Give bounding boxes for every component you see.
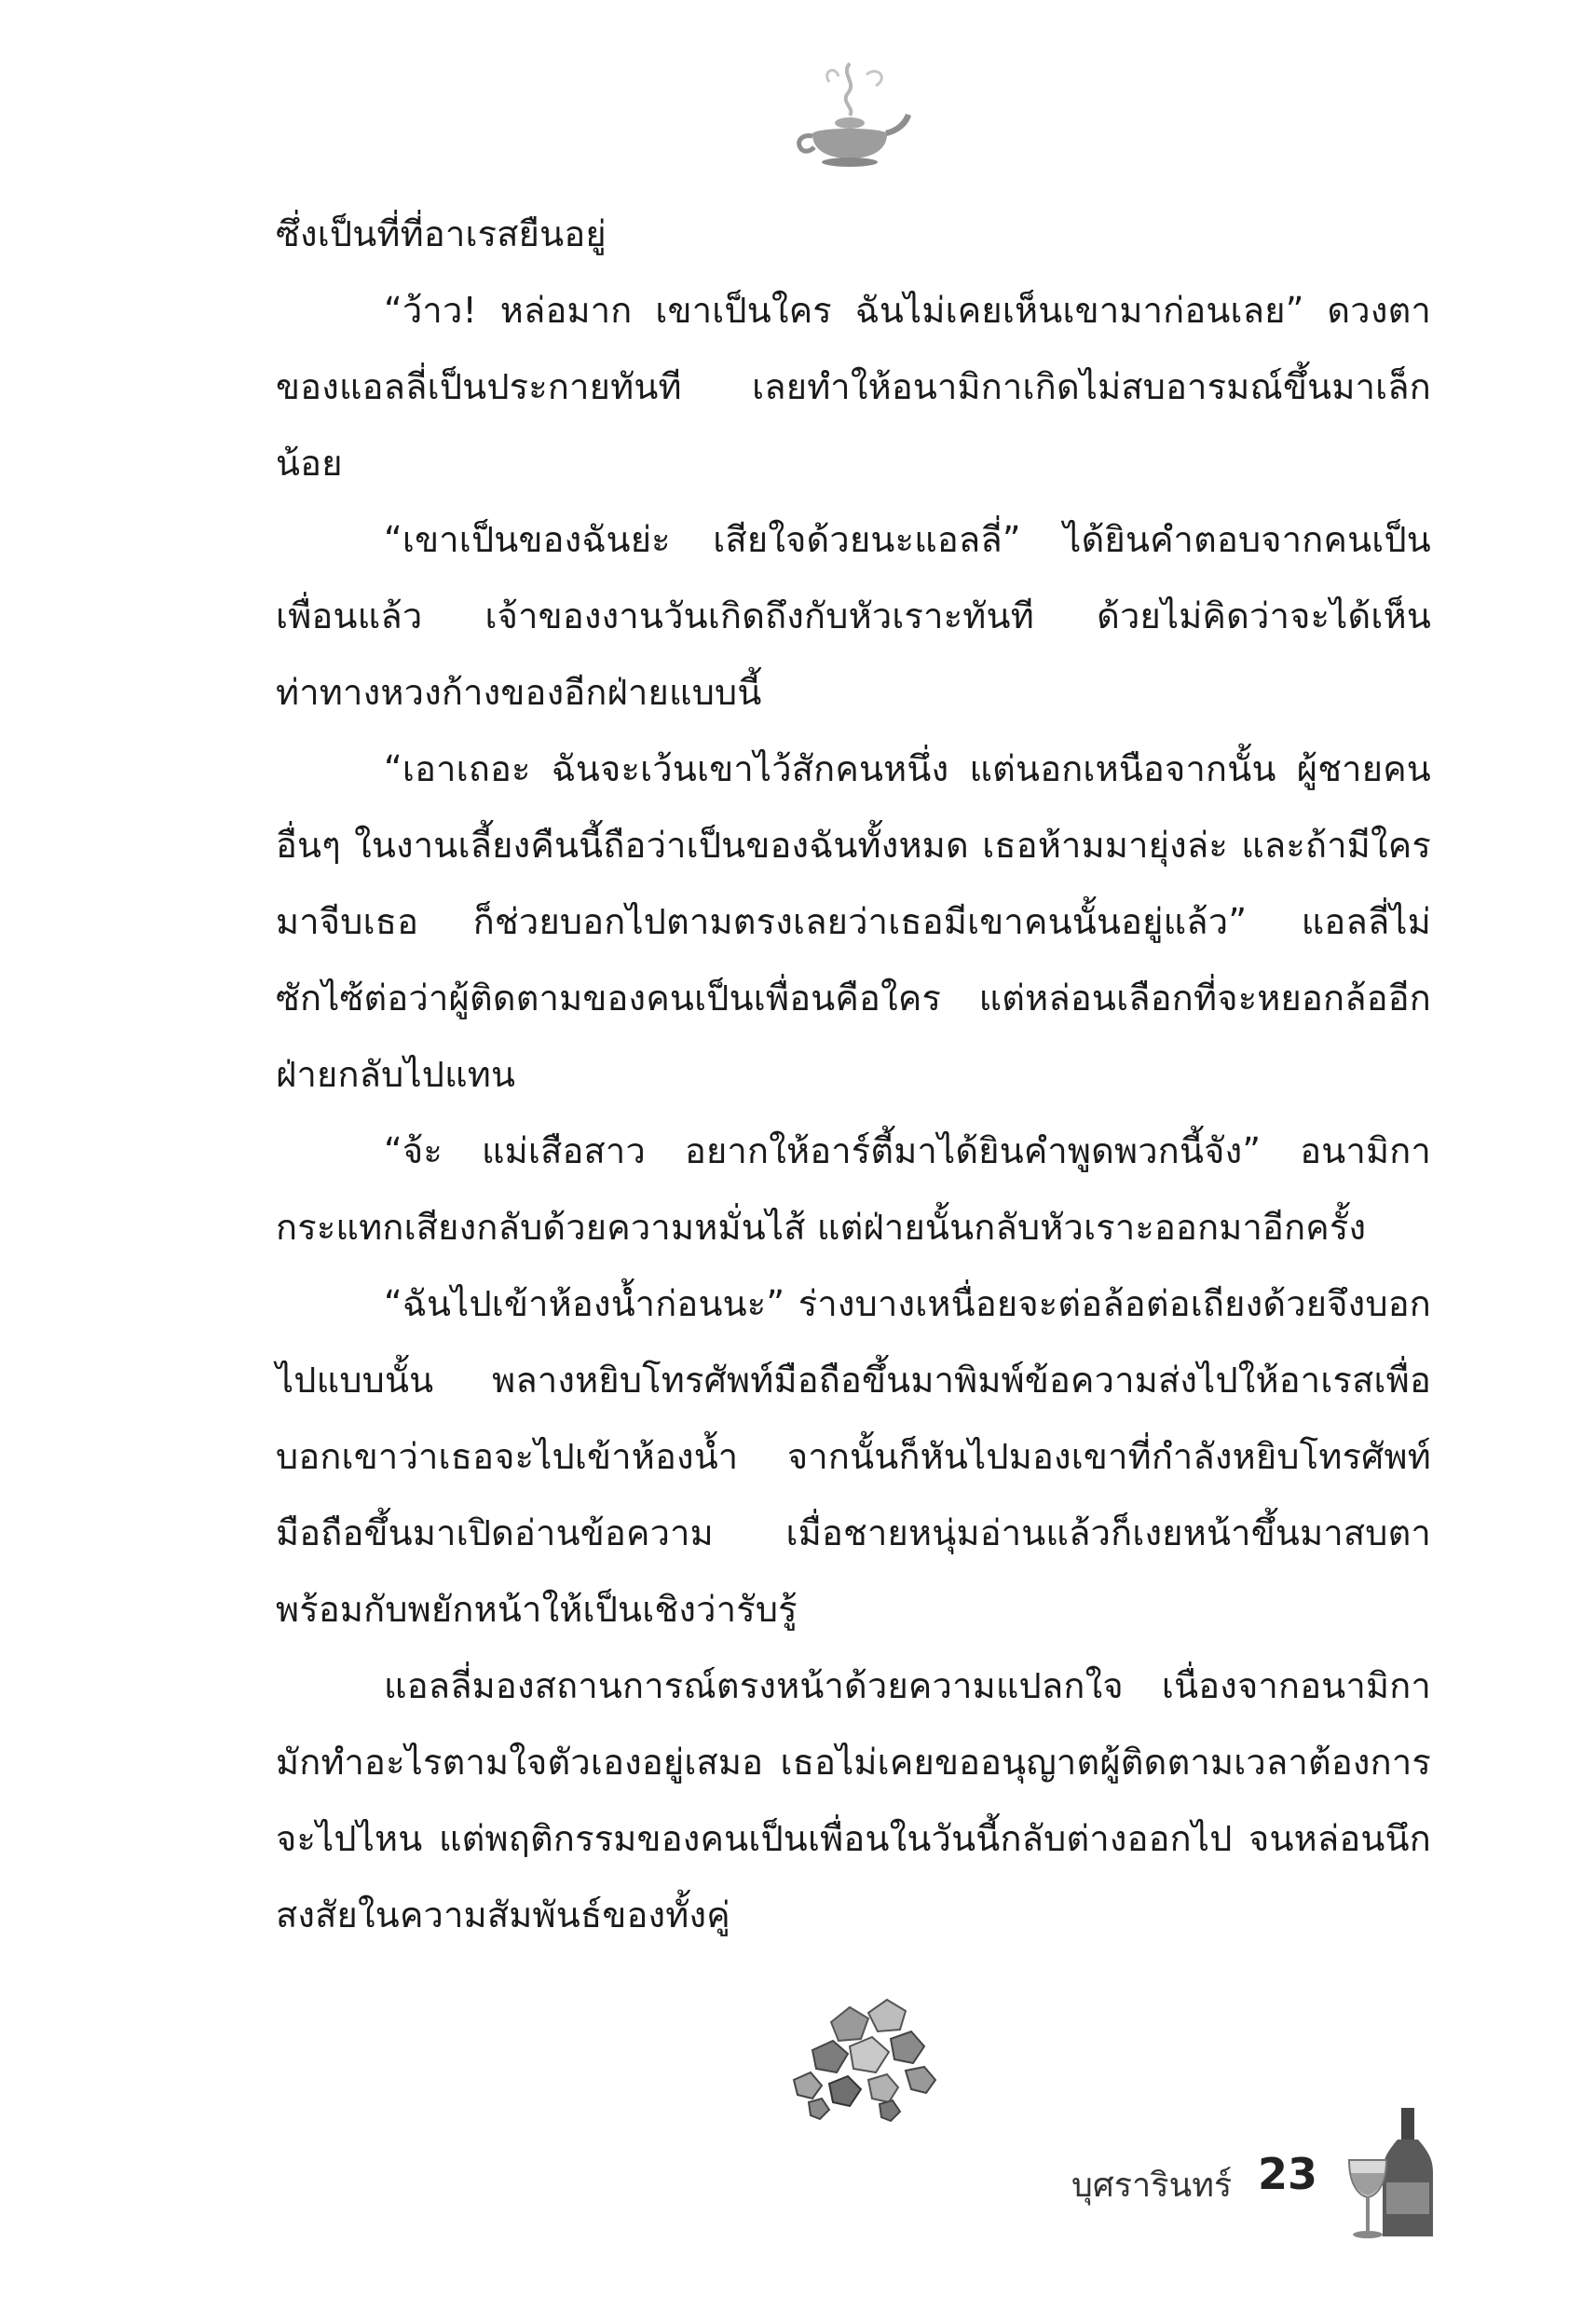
author-name: บุศรารินทร์ (1071, 2167, 1233, 2205)
page-number: 23 (1258, 2149, 1318, 2199)
paragraph-3: “เขาเป็นของฉันย่ะ เสียใจด้วยนะแอลลี่” ได้ยินคำตอบจากคนเป็นเพื่อนแล้ว เจ้าของงานวันเกิดถึงกับหัวเราะทันที ด้วยไม่คิดว่าจะได้เห็นท่าทางหวงก้างของอีกฝ่ายแบบนี้ (276, 519, 1431, 713)
page-footer (1071, 2104, 1444, 2244)
paragraph-7: แอลลี่มองสถานการณ์ตรงหน้าด้วยความแปลกใจ เนื่องจากอนามิกามักทำอะไรตามใจตัวเองอยู่เสมอ เธอไม่เคยขออนุญาตผู้ติดตามเวลาต้องการจะไปไหน แต่พฤติกรรมของคนเป็นเพื่อนในวันนี้กลับต่างออกไป จนหล่อนนึกสงสัยในความสัมพันธ์ของทั้งคู่ (276, 1665, 1431, 1935)
paragraph-1: ซึ่งเป็นที่ที่อาเรสยืนอยู่ (276, 213, 607, 254)
paragraph-5: “จ้ะ แม่เสือสาว อยากให้อาร์ตี้มาได้ยินคำพูดพวกนี้จัง” อนามิกากระแทกเสียงกลับด้วยความหมั่นไส้ แต่ฝ่ายนั้นกลับหัวเราะออกมาอีกครั้ง (276, 1130, 1431, 1248)
body-text (276, 196, 1431, 1953)
gemstones-ornament-icon (775, 1994, 952, 2125)
wine-bottle-glass-icon (1344, 2104, 1446, 2244)
paragraph-4: “เอาเถอะ ฉันจะเว้นเขาไว้สักคนหนึ่ง แต่นอกเหนือจากนั้น ผู้ชายคนอื่นๆ ในงานเลี้ยงคืนนี้ถือว่าเป็นของฉันทั้งหมด เธอห้ามมายุ่งล่ะ และถ้ามีใครมาจีบเธอ ก็ช่วยบอกไปตามตรงเลยว่าเธอมีเขาคนนั้นอยู่แล้ว” แอลลี่ไม่ซักไซ้ต่อว่าผู้ติดตามของคนเป็นเพื่อนคือใคร แต่หล่อนเลือกที่จะหยอกล้ออีกฝ่ายกลับไปแทน (276, 748, 1431, 1095)
paragraph-6: “ฉันไปเข้าห้องน้ำก่อนนะ” ร่างบางเหนื่อยจะต่อล้อต่อเถียงด้วยจึงบอกไปแบบนั้น พลางหยิบโทรศัพท์มือถือขึ้นมาพิมพ์ข้อความส่งไปให้อาเรสเพื่อบอกเขาว่าเธอจะไปเข้าห้องน้ำ จากนั้นก็หันไปมองเขาที่กำลังหยิบโทรศัพท์มือถือขึ้นมาเปิดอ่านข้อความ เมื่อชายหนุ่มอ่านแล้วก็เงยหน้าขึ้นมาสบตา พร้อมกับพยักหน้าให้เป็นเชิงว่ารับรู้ (276, 1283, 1431, 1630)
teapot-ornament-icon (784, 54, 915, 175)
paragraph-2: “ว้าว! หล่อมาก เขาเป็นใคร ฉันไม่เคยเห็นเขามาก่อนเลย” ดวงตาของแอลลี่เป็นประกายทันที เลยทำให้อนามิกาเกิดไม่สบอารมณ์ขึ้นมาเล็กน้อย (276, 290, 1431, 484)
